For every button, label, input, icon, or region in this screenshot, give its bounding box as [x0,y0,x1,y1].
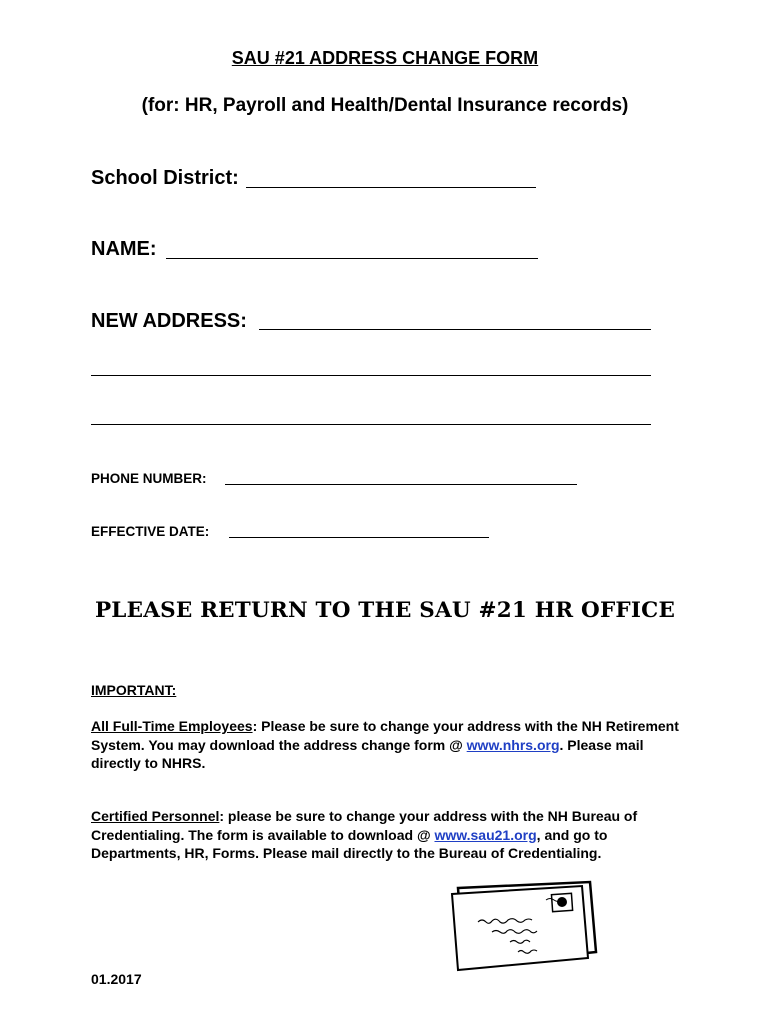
return-notice: PLEASE RETURN TO THE SAU #21 HR OFFICE [94,598,676,623]
full-time-employees-note [91,717,691,773]
school-district-label: School District: [91,167,239,189]
new-address-field-line-1[interactable] [259,329,651,330]
certified-text-1: : please be sure to change your address with the NH Bureau of Credentialing. The form is available to download @ [91,808,638,843]
new-address-label: NEW ADDRESS: [91,310,247,332]
full-time-text-1: : Please be sure to change your address with the NH Retirement System. You may download the address change form @ [91,718,679,753]
sau21-link[interactable]: www.sau21.org [434,826,537,843]
envelope-icon [448,880,598,975]
school-district-field[interactable] [246,187,536,188]
certified-personnel-lead: Certified Personnel [91,808,220,824]
full-time-employees-lead: All Full-Time Employees [91,718,253,734]
name-field[interactable] [166,258,538,259]
document-date: 01.2017 [91,971,142,987]
name-label: NAME: [91,238,157,260]
important-heading: IMPORTANT: [91,682,177,698]
form-title: SAU #21 ADDRESS CHANGE FORM [231,48,539,68]
phone-number-field[interactable] [225,484,577,485]
new-address-field-line-3[interactable] [91,424,651,425]
full-time-text-2: . Please mail directly to NHRS. [91,736,644,771]
nhrs-link[interactable]: www.nhrs.org [466,736,560,753]
effective-date-field[interactable] [229,537,489,538]
certified-text-2: , and go to Departments, HR, Forms. Please mail directly to the Bureau of Credentialing. [91,826,608,861]
form-subtitle: (for: HR, Payroll and Health/Dental Insurance records) [141,95,629,116]
new-address-field-line-2[interactable] [91,375,651,376]
phone-number-label: PHONE NUMBER: [91,471,207,486]
certified-personnel-note [91,807,691,863]
effective-date-label: EFFECTIVE DATE: [91,524,210,539]
